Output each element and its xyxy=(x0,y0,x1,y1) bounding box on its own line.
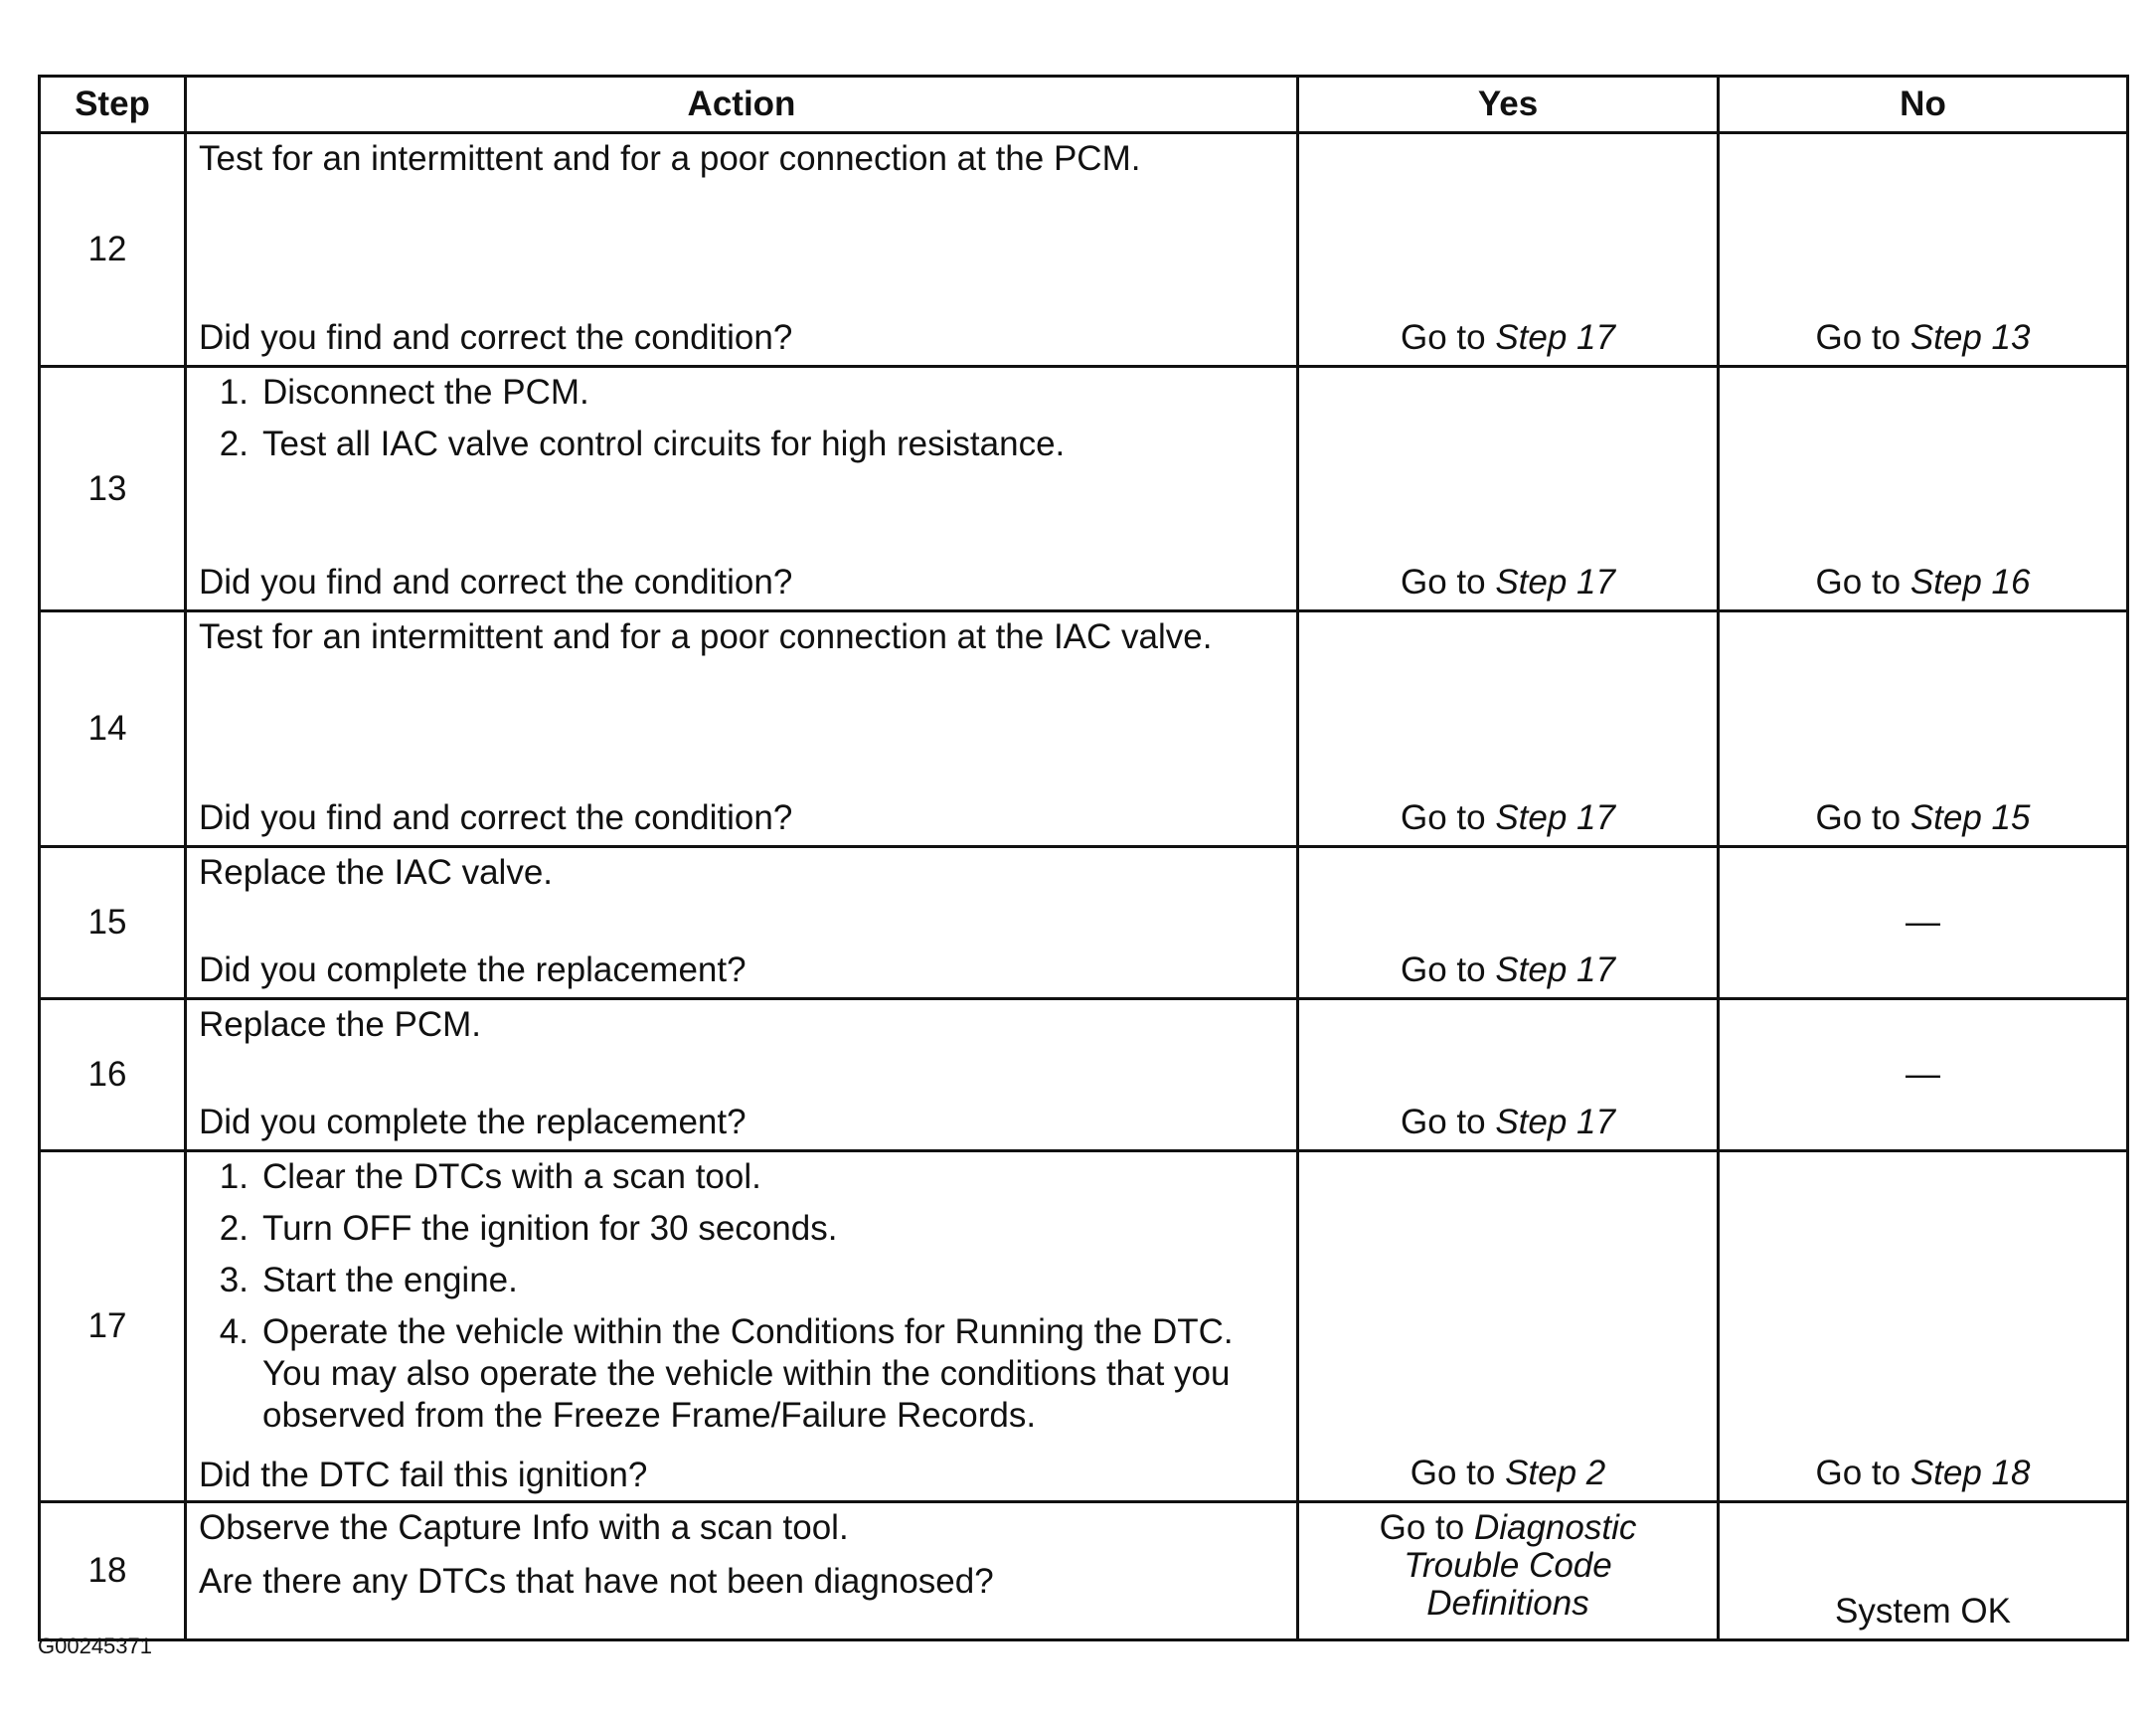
step-number: 14 xyxy=(40,611,186,847)
yes-prefix: Go to xyxy=(1401,1103,1496,1141)
step-number: 12 xyxy=(40,133,186,367)
action-question: Did you find and correct the condition? xyxy=(199,318,793,357)
action-cell xyxy=(186,1151,1298,1502)
yes-cell xyxy=(1298,847,1719,999)
header-no: No xyxy=(1719,77,2128,133)
action-cell xyxy=(186,611,1298,847)
action-cell xyxy=(186,847,1298,999)
no-dash: — xyxy=(1906,1055,1940,1094)
no-link[interactable]: Step 15 xyxy=(1909,798,2031,837)
yes-link[interactable]: Step 17 xyxy=(1495,950,1615,989)
yes-prefix: Go to xyxy=(1379,1508,1474,1547)
list-item: 1. Disconnect the PCM. xyxy=(219,373,589,412)
action-question: Did the DTC fail this ignition? xyxy=(199,1456,648,1494)
list-item: 3. Start the engine. xyxy=(219,1261,518,1299)
no-cell xyxy=(1719,847,2128,999)
table-row xyxy=(40,1151,2128,1502)
no-prefix: Go to xyxy=(1815,318,1910,357)
list-item: 2. Turn OFF the ignition for 30 seconds. xyxy=(219,1209,838,1248)
yes-prefix: Go to xyxy=(1401,318,1496,357)
yes-prefix: Go to xyxy=(1410,1454,1506,1492)
header-action: Action xyxy=(186,77,1298,133)
no-link[interactable]: Step 13 xyxy=(1909,318,2031,357)
yes-cell xyxy=(1298,1502,1719,1640)
yes-link[interactable]: Step 2 xyxy=(1505,1454,1606,1492)
action-question: Did you find and correct the condition? xyxy=(199,798,793,837)
action-cell xyxy=(186,1502,1298,1640)
list-item: 1. Clear the DTCs with a scan tool. xyxy=(219,1157,761,1196)
table-row xyxy=(40,1502,2128,1640)
table-row xyxy=(40,133,2128,367)
yes-prefix: Go to xyxy=(1401,798,1496,837)
table-row xyxy=(40,367,2128,611)
action-text: Observe the Capture Info with a scan tool. xyxy=(199,1508,849,1547)
yes-cell xyxy=(1298,999,1719,1151)
no-cell xyxy=(1719,1151,2128,1502)
diagnostic-table xyxy=(38,75,2129,1641)
no-cell xyxy=(1719,133,2128,367)
action-text: Test for an intermittent and for a poor connection at the PCM. xyxy=(199,139,1141,178)
action-cell xyxy=(186,133,1298,367)
action-cell xyxy=(186,367,1298,611)
yes-link[interactable]: Step 17 xyxy=(1495,798,1615,837)
yes-cell xyxy=(1298,133,1719,367)
yes-link[interactable]: Definitions xyxy=(1426,1584,1589,1623)
action-question: Did you complete the replacement? xyxy=(199,950,746,989)
yes-cell xyxy=(1298,1151,1719,1502)
step-number: 17 xyxy=(40,1151,186,1502)
action-cell xyxy=(186,999,1298,1151)
figure-id: G00245371 xyxy=(38,1634,152,1658)
yes-prefix: Go to xyxy=(1401,950,1496,989)
step-number: 13 xyxy=(40,367,186,611)
yes-cell xyxy=(1298,611,1719,847)
table-row xyxy=(40,611,2128,847)
action-list xyxy=(199,1156,1282,1447)
action-question: Did you find and correct the condition? xyxy=(199,563,793,602)
no-prefix: Go to xyxy=(1815,1454,1910,1492)
step-number: 18 xyxy=(40,1502,186,1640)
no-link[interactable]: Step 18 xyxy=(1909,1454,2031,1492)
action-text: Replace the PCM. xyxy=(199,1005,482,1044)
no-prefix: Go to xyxy=(1815,798,1910,837)
yes-link[interactable]: Step 17 xyxy=(1495,563,1615,602)
no-cell xyxy=(1719,367,2128,611)
yes-link[interactable]: Step 17 xyxy=(1495,1103,1615,1141)
no-result: System OK xyxy=(1835,1592,2011,1631)
no-link[interactable]: Step 16 xyxy=(1909,563,2031,602)
header-step: Step xyxy=(40,77,186,133)
action-text: Replace the IAC valve. xyxy=(199,853,554,892)
step-number: 16 xyxy=(40,999,186,1151)
no-dash: — xyxy=(1906,903,1940,942)
action-list xyxy=(199,372,1282,475)
list-item: 4. Operate the vehicle within the Conditions for Running the DTC. You may also operate the vehicle within the conditions that you observed from the Freeze Frame/Failure Records. xyxy=(219,1312,1234,1435)
no-cell xyxy=(1719,999,2128,1151)
yes-link[interactable]: Diagnostic xyxy=(1473,1508,1637,1547)
yes-link[interactable]: Trouble Code xyxy=(1404,1546,1612,1585)
step-number: 15 xyxy=(40,847,186,999)
action-question: Are there any DTCs that have not been diagnosed? xyxy=(199,1562,994,1601)
table-row xyxy=(40,999,2128,1151)
yes-cell xyxy=(1298,367,1719,611)
header-yes: Yes xyxy=(1298,77,1719,133)
yes-prefix: Go to xyxy=(1401,563,1496,602)
action-text: Test for an intermittent and for a poor connection at the IAC valve. xyxy=(199,617,1213,656)
table-row xyxy=(40,847,2128,999)
yes-link[interactable]: Step 17 xyxy=(1495,318,1615,357)
action-question: Did you complete the replacement? xyxy=(199,1103,746,1141)
no-cell xyxy=(1719,611,2128,847)
no-prefix: Go to xyxy=(1815,563,1910,602)
list-item: 2. Test all IAC valve control circuits for high resistance. xyxy=(219,425,1066,463)
no-cell xyxy=(1719,1502,2128,1640)
header-row xyxy=(40,77,2128,133)
